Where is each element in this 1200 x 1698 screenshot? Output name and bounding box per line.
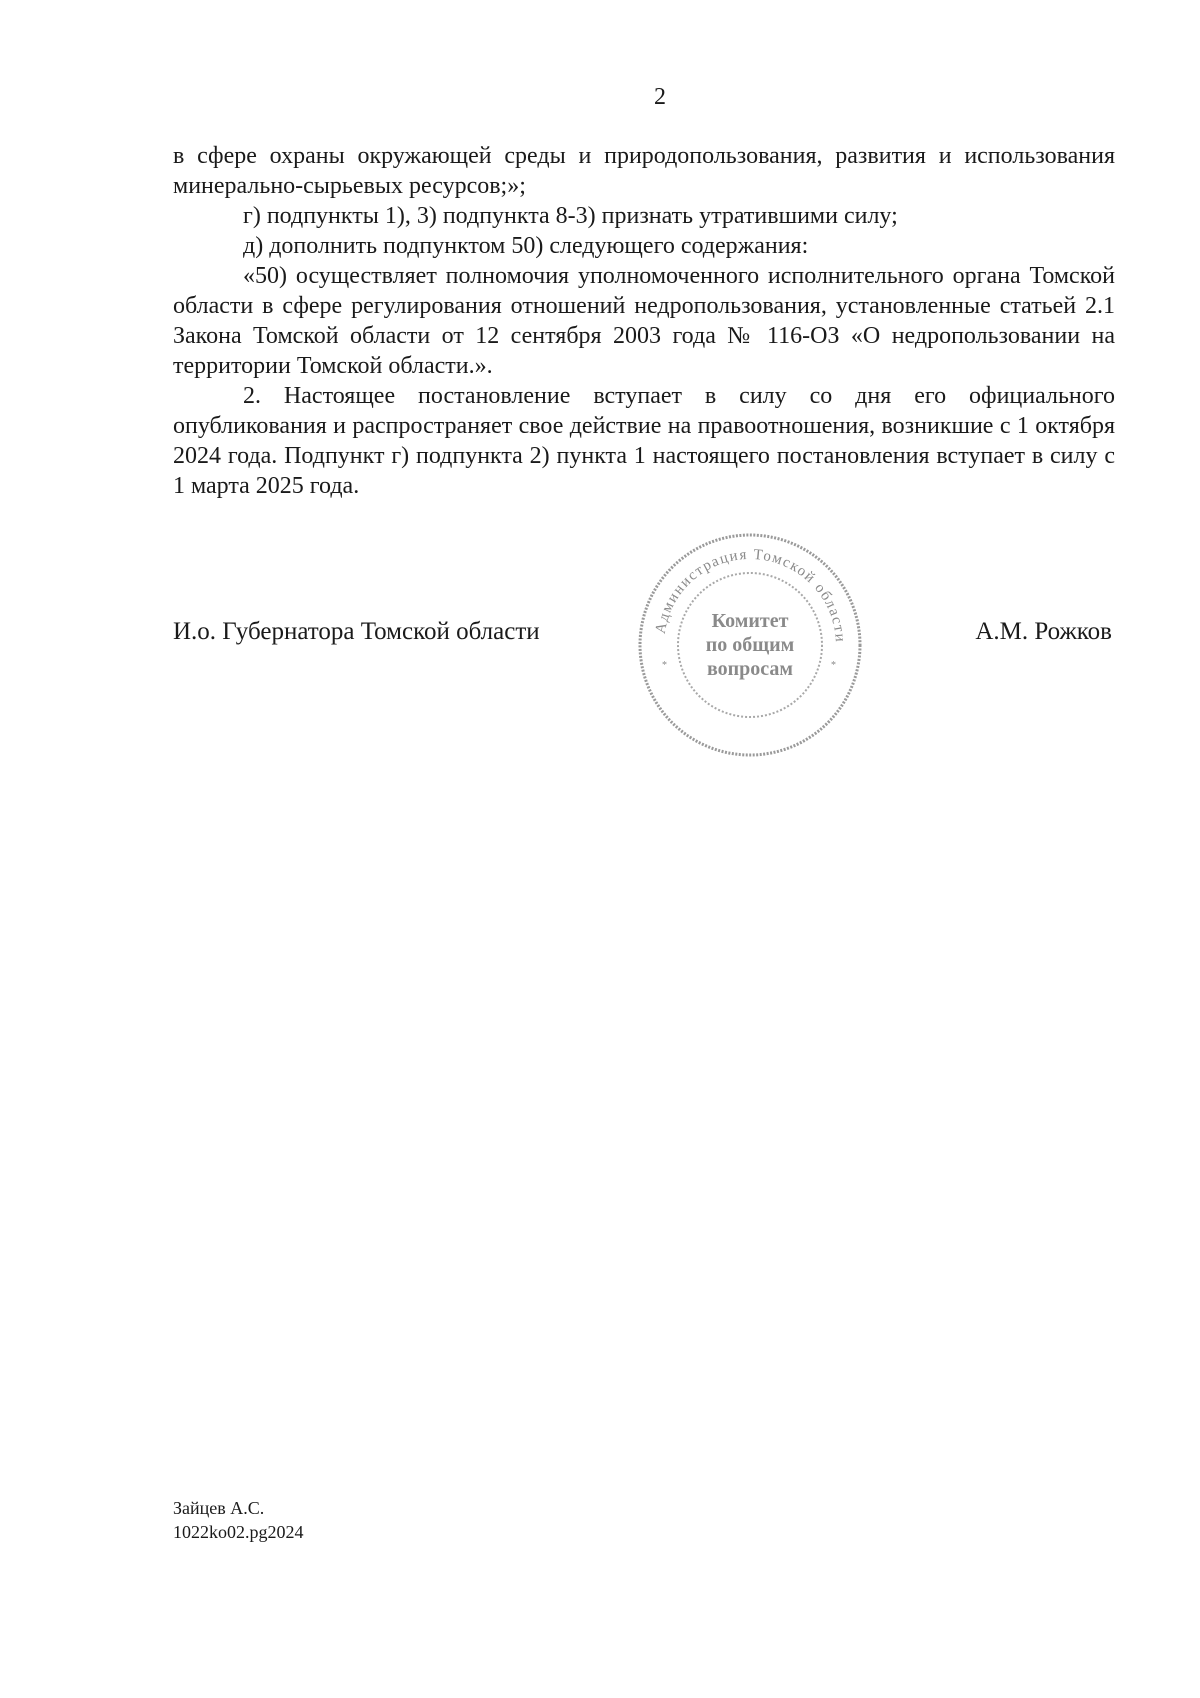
paragraph-2: г) подпункты 1), 3) подпункта 8-3) признать утратившими силу;: [243, 203, 898, 229]
stamp-star-left: *: [662, 660, 667, 671]
official-stamp: [635, 530, 865, 760]
signature-name: А.М. Рожков: [975, 618, 1112, 645]
stamp-center-line-3: вопросам: [706, 658, 794, 680]
page-number: 2: [654, 84, 666, 110]
stamp-ring-textpath: Администрация Томской области: [652, 546, 849, 644]
signature-title: И.о. Губернатора Томской области: [173, 618, 540, 645]
footer: [173, 1496, 304, 1544]
stamp-center-line-2: по общим: [705, 634, 795, 656]
paragraph-3: д) дополнить подпунктом 50) следующего содержания:: [243, 233, 809, 259]
stamp-center-line-1: Комитет: [711, 610, 789, 632]
document-body: [173, 141, 1115, 501]
paragraph-4: «50) осуществляет полномочия уполномоченного исполнительного органа Томской области в сфере регулирования отношений недропользования, установленные статьей 2.1 Закона Томской области от 12 сентября 2003 года № 116-ОЗ «О недропользовании на территории Томской области.».: [173, 263, 1115, 379]
stamp-star-right: *: [831, 660, 836, 671]
paragraph-1: в сфере охраны окружающей среды и природопользования, развития и использования минерально-сырьевых ресурсов;»;: [173, 143, 1115, 199]
footer-author: Зайцев А.С.: [173, 1498, 265, 1518]
footer-file-code: 1022ko02.pg2024: [173, 1522, 304, 1542]
paragraph-5: 2. Настоящее постановление вступает в силу со дня его официального опубликования и распространяет свое действие на правоотношения, возникшие с 1 октября 2024 года. Подпункт г) подпункта 2) пункта 1 настоящего постановления вступает в силу с 1 марта 2025 года.: [173, 383, 1115, 499]
